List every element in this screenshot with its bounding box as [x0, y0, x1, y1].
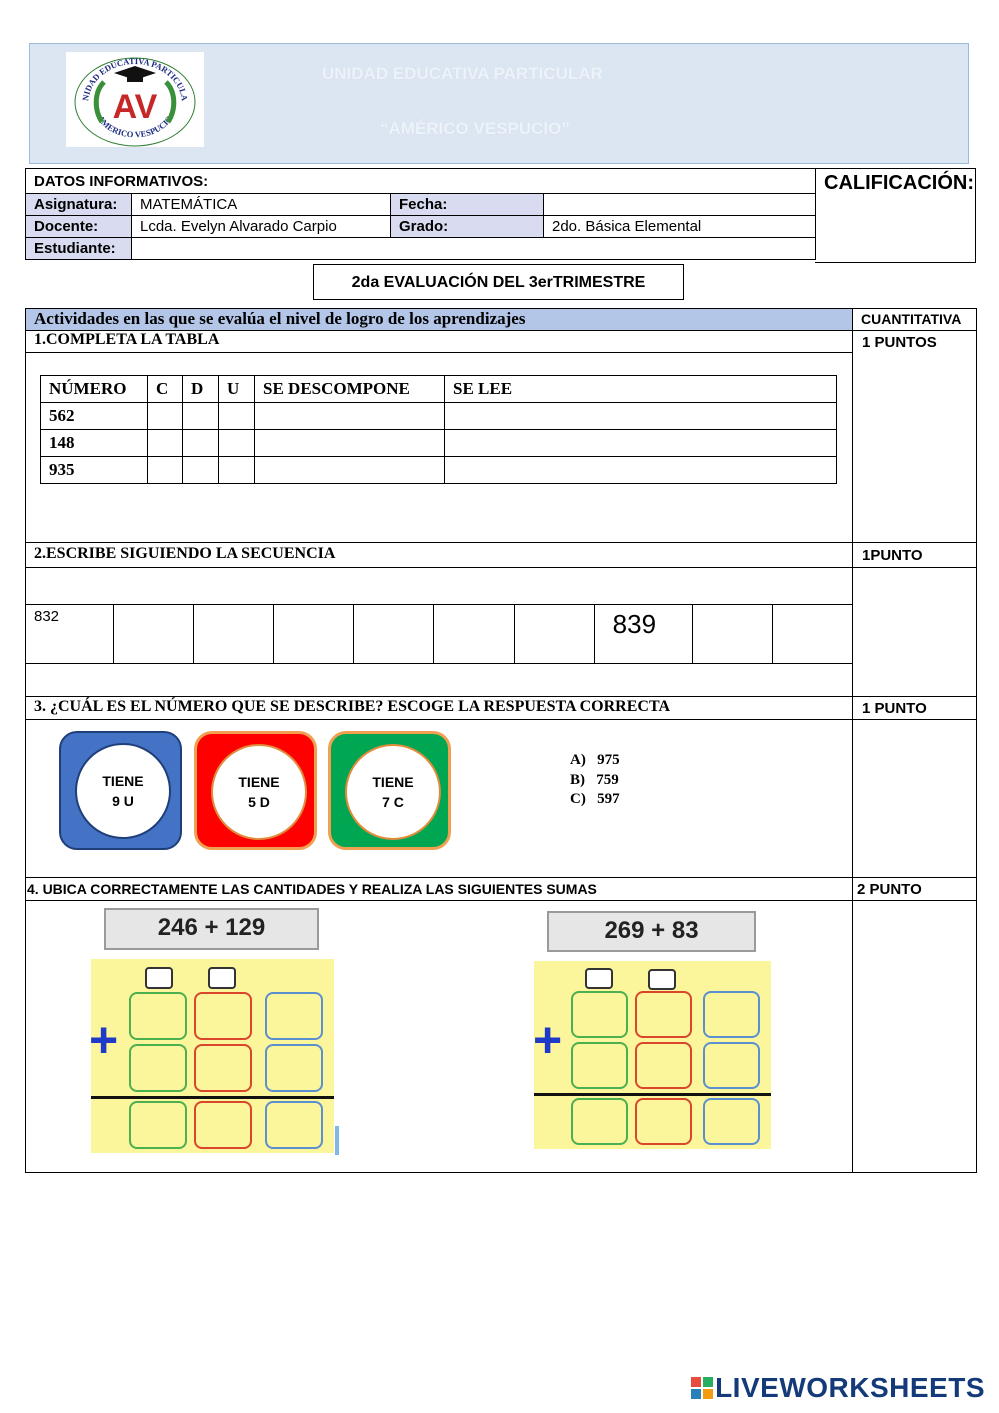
sequence-row [25, 604, 853, 664]
estudiante-label: Estudiante: [26, 238, 132, 260]
school-subname: “AMÉRICO VESPUCIO” [380, 119, 570, 138]
result-tens-box[interactable] [194, 1101, 252, 1149]
units-box[interactable] [703, 1042, 760, 1089]
cell-c[interactable] [148, 403, 183, 430]
asignatura-label: Asignatura: [26, 194, 132, 216]
hundreds-box[interactable] [129, 1044, 187, 1092]
hundreds-box[interactable] [571, 1042, 628, 1089]
hundreds-box[interactable] [571, 991, 628, 1038]
units-box[interactable] [265, 1044, 323, 1092]
option-value: 975 [597, 752, 620, 768]
docente-label: Docente: [26, 216, 132, 238]
school-logo [66, 52, 204, 147]
section1-points: 1 PUNTOS [862, 334, 937, 351]
col-c: C [148, 376, 183, 403]
clue-line2: 9 U [112, 793, 134, 809]
fecha-value[interactable] [544, 194, 816, 216]
docente-value: Lcda. Evelyn Alvarado Carpio [132, 216, 391, 238]
section2-title: 2.ESCRIBE SIGUIENDO LA SECUENCIA [34, 545, 336, 562]
sequence-cell[interactable] [773, 605, 852, 663]
grado-label: Grado: [391, 216, 544, 238]
asignatura-value: MATEMÁTICA [132, 194, 391, 216]
sum1-board [91, 959, 334, 1153]
hundreds-box[interactable] [129, 992, 187, 1040]
score-header: CUANTITATIVA [861, 311, 962, 327]
cell-u[interactable] [219, 403, 255, 430]
cell-d[interactable] [183, 403, 219, 430]
option-letter: C) [570, 791, 586, 807]
info-title: DATOS INFORMATIVOS: [26, 169, 816, 194]
cell-c[interactable] [148, 430, 183, 457]
plus-sign: + [89, 1012, 119, 1068]
col-d: D [183, 376, 219, 403]
section3-points: 1 PUNTO [862, 700, 927, 717]
option-c[interactable] [570, 791, 620, 808]
liveworksheets-brand [691, 1372, 985, 1404]
clue-line2: 5 D [248, 794, 270, 810]
info-table [25, 168, 816, 260]
option-letter: B) [570, 772, 585, 788]
cell-se-lee[interactable] [445, 457, 837, 484]
cell-descompone[interactable] [255, 403, 445, 430]
sum-line [534, 1093, 771, 1096]
carry-box[interactable] [208, 967, 236, 989]
clue-line1: TIENE [372, 774, 414, 790]
section1-title: 1.COMPLETA LA TABLA [34, 331, 220, 348]
result-hundreds-box[interactable] [571, 1098, 628, 1145]
cell-se-lee[interactable] [445, 430, 837, 457]
option-value: 597 [597, 791, 620, 807]
tens-box[interactable] [194, 992, 252, 1040]
clue-tile-green [328, 731, 451, 850]
option-b[interactable] [570, 772, 619, 789]
brand-icon [691, 1374, 713, 1396]
tens-box[interactable] [635, 1042, 692, 1089]
cell-se-lee[interactable] [445, 403, 837, 430]
option-a[interactable] [570, 752, 620, 769]
fecha-label: Fecha: [391, 194, 544, 216]
clue-line1: TIENE [238, 774, 280, 790]
cell-descompone[interactable] [255, 457, 445, 484]
tens-box[interactable] [194, 1044, 252, 1092]
sequence-cell: 832 [26, 605, 114, 663]
table-row [41, 457, 837, 484]
cursor-mark [335, 1126, 339, 1155]
col-descompone: SE DESCOMPONE [255, 376, 445, 403]
sequence-cell[interactable] [693, 605, 773, 663]
sum1-label: 246 + 129 [104, 908, 319, 950]
tens-box[interactable] [635, 991, 692, 1038]
svg-text:UNIDAD EDUCATIVA PARTICULAR: NIDAD EDUCATIVA PARTICULA [80, 55, 190, 102]
option-value: 759 [596, 772, 619, 788]
result-tens-box[interactable] [635, 1098, 692, 1145]
row-number: 148 [41, 430, 148, 457]
option-letter: A) [570, 752, 586, 768]
carry-box[interactable] [648, 969, 676, 990]
svg-text:AV: AV [112, 88, 158, 126]
school-name: UNIDAD EDUCATIVA PARTICULAR [322, 64, 603, 83]
clue-line2: 7 C [382, 794, 404, 810]
section2-points: 1PUNTO [862, 547, 923, 564]
estudiante-value[interactable] [132, 238, 816, 260]
col-u: U [219, 376, 255, 403]
grade-label: CALIFICACIÓN: [824, 172, 974, 194]
result-units-box[interactable] [265, 1101, 323, 1149]
section4-title: 4. UBICA CORRECTAMENTE LAS CANTIDADES Y REALIZA LAS SIGUIENTES SUMAS [27, 881, 597, 897]
sequence-cell[interactable] [354, 605, 434, 663]
sum-line [91, 1096, 334, 1099]
table-row [41, 403, 837, 430]
clue-tile-red [194, 731, 317, 850]
clue-circle [345, 744, 441, 840]
units-box[interactable] [703, 991, 760, 1038]
sum2-label: 269 + 83 [547, 911, 756, 952]
sequence-cell[interactable] [274, 605, 354, 663]
carry-box[interactable] [585, 968, 613, 989]
grado-value: 2do. Básica Elemental [544, 216, 816, 238]
units-box[interactable] [265, 992, 323, 1040]
col-numero: NÚMERO [41, 376, 148, 403]
place-value-table [40, 375, 837, 484]
cell-descompone[interactable] [255, 430, 445, 457]
cell-u[interactable] [219, 457, 255, 484]
sequence-cell[interactable] [194, 605, 274, 663]
activities-header: Actividades en las que se evalúa el nivel de logro de los aprendizajes [34, 309, 526, 328]
result-hundreds-box[interactable] [129, 1101, 187, 1149]
clue-line1: TIENE [102, 773, 144, 789]
clue-circle [75, 743, 171, 839]
cell-d[interactable] [183, 457, 219, 484]
brand-text: LIVEWORKSHEETS [715, 1372, 985, 1403]
result-units-box[interactable] [703, 1098, 760, 1145]
cell-u[interactable] [219, 430, 255, 457]
sequence-cell[interactable] [515, 605, 595, 663]
sum2-board [534, 961, 771, 1149]
carry-box[interactable] [145, 967, 173, 989]
svg-text:AMERICO VESPUCIO: AMERICO VESPUCIO [95, 113, 175, 140]
evaluation-title: 2da EVALUACIÓN DEL 3erTRIMESTRE [313, 264, 684, 300]
row-number: 935 [41, 457, 148, 484]
clue-tile-blue [59, 731, 182, 850]
sequence-cell: 839 [595, 605, 693, 663]
table-row [41, 430, 837, 457]
sequence-cell[interactable] [114, 605, 194, 663]
section3-title: 3. ¿CUÁL ES EL NÚMERO QUE SE DESCRIBE? ESCOGE LA RESPUESTA CORRECTA [34, 698, 670, 715]
clue-circle [211, 744, 307, 840]
cell-c[interactable] [148, 457, 183, 484]
sequence-cell[interactable] [434, 605, 514, 663]
cell-d[interactable] [183, 430, 219, 457]
row-number: 562 [41, 403, 148, 430]
plus-sign: + [533, 1012, 563, 1068]
section4-points: 2 PUNTO [857, 881, 922, 898]
col-se-lee: SE LEE [445, 376, 837, 403]
